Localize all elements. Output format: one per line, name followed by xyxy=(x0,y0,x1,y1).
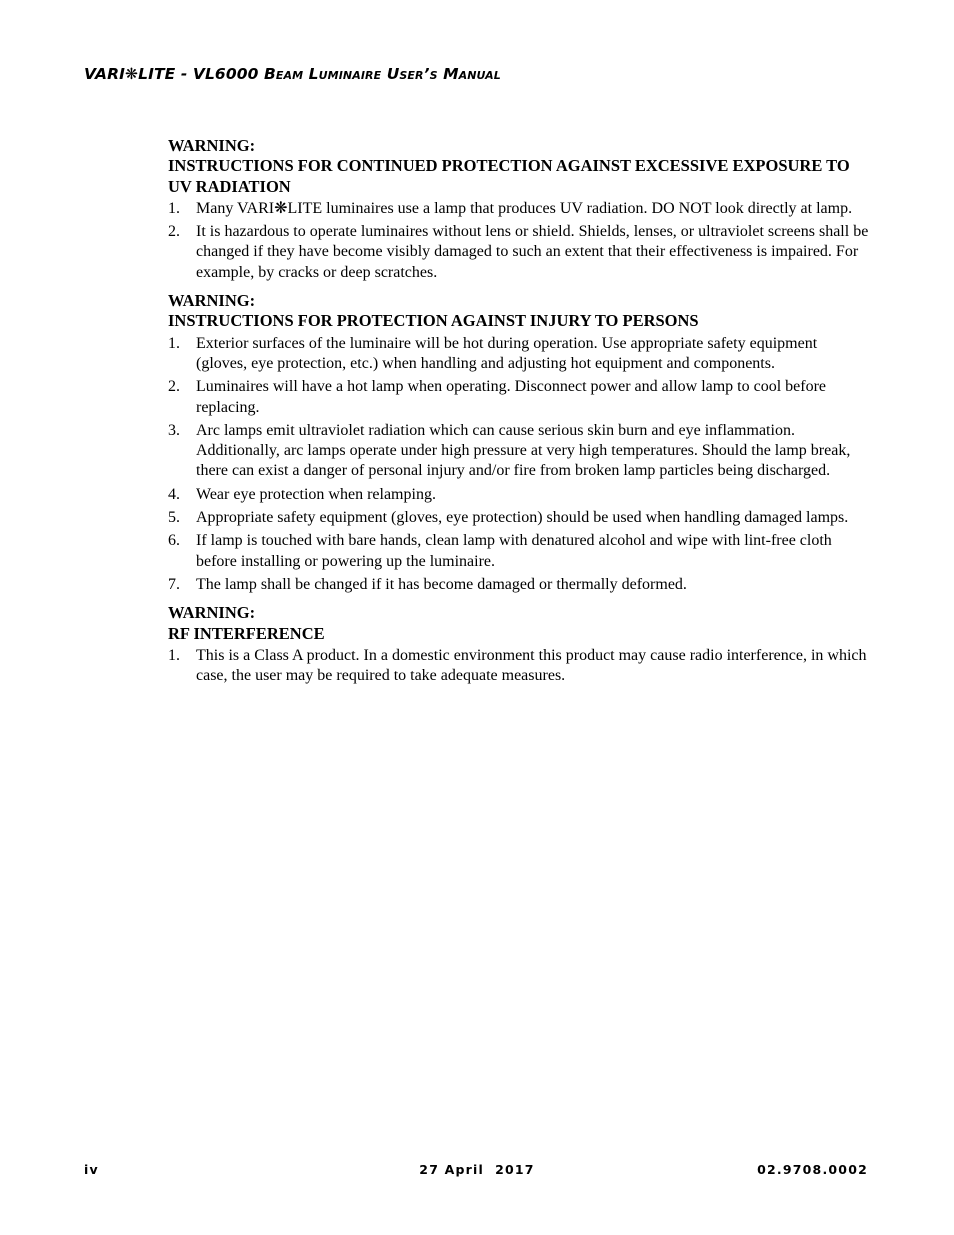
list-item xyxy=(168,334,870,375)
item-text: Wear eye protection when relamping. xyxy=(196,485,436,503)
warning-label: WARNING: xyxy=(168,291,256,311)
item-text: The lamp shall be changed if it has become damaged or thermally deformed. xyxy=(196,575,687,593)
item-text: If lamp is touched with bare hands, clean lamp with denatured alcohol and wipe with lint-free cloth before installing or powering up the luminaire. xyxy=(196,532,832,570)
warnings-content xyxy=(168,134,870,694)
warning-section-rf xyxy=(168,603,870,686)
item-number: 7. xyxy=(168,575,180,593)
list-item xyxy=(168,531,870,572)
running-header xyxy=(84,65,501,83)
item-text: Exterior surfaces of the luminaire will be hot during operation. Use appropriate safety equipment (gloves, eye protection, etc.) when handling and adjusting hot equipment and components. xyxy=(196,334,818,372)
list-item xyxy=(168,222,870,283)
item-number: 1. xyxy=(168,334,180,352)
list-item xyxy=(168,646,870,687)
item-number: 3. xyxy=(168,421,180,439)
list-item xyxy=(168,421,870,482)
list-item xyxy=(168,199,870,219)
item-text: Arc lamps emit ultraviolet radiation which can cause serious skin burn and eye inflammation. Additionally, arc lamps operate under high pressure at very high temperatures. Should the lamp break, there can exist a danger of personal injury and/or fire from broken lamp particles being discharged. xyxy=(196,421,851,480)
warning-section-uv xyxy=(168,136,870,283)
list-item xyxy=(168,485,870,505)
item-number: 1. xyxy=(168,646,180,664)
item-text: Many VARI❋LITE luminaires use a lamp that produces UV radiation. DO NOT look directly at lamp. xyxy=(196,199,853,217)
warning-title: INSTRUCTIONS FOR PROTECTION AGAINST INJURY TO PERSONS xyxy=(168,311,699,331)
list-item xyxy=(168,377,870,418)
warning-list xyxy=(168,646,870,687)
header-title: Beam Luminaire User’s Manual xyxy=(263,65,501,83)
warning-title: RF INTERFERENCE xyxy=(168,623,325,643)
warning-list xyxy=(168,199,870,283)
warning-list xyxy=(168,334,870,596)
footer-date: 27 April 2017 xyxy=(419,1162,535,1177)
item-text: Appropriate safety equipment (gloves, eye protection) should be used when handling damaged lamps. xyxy=(196,509,849,527)
header-brand: VARI❋LITE - VL6000 xyxy=(84,65,259,83)
warning-label: WARNING: xyxy=(168,603,256,623)
item-number: 2. xyxy=(168,378,180,396)
item-text: This is a Class A product. In a domestic environment this product may cause radio interference, in which case, the user may be required to take adequate measures. xyxy=(196,646,867,685)
list-item xyxy=(168,508,870,528)
item-number: 4. xyxy=(168,485,180,503)
item-number: 6. xyxy=(168,532,180,550)
document-number: 02.9708.0002 xyxy=(757,1162,868,1177)
list-item xyxy=(168,575,870,595)
warning-title: INSTRUCTIONS FOR CONTINUED PROTECTION AGAINST EXCESSIVE EXPOSURE TO UV RADIATION xyxy=(168,156,850,196)
item-number: 1. xyxy=(168,199,180,217)
item-number: 2. xyxy=(168,223,180,241)
warning-label: WARNING: xyxy=(168,136,256,155)
item-text: Luminaires will have a hot lamp when operating. Disconnect power and allow lamp to cool before replacing. xyxy=(196,378,827,416)
page-number: iv xyxy=(84,1162,99,1177)
warning-section-injury xyxy=(168,291,870,595)
item-text: It is hazardous to operate luminaires without lens or shield. Shields, lenses, or ultraviolet screens shall be changed if they have become visibly damaged to such an extent that their effectiveness is impaired. For example, by cracks or deep scratches. xyxy=(196,223,869,281)
item-number: 5. xyxy=(168,509,180,527)
